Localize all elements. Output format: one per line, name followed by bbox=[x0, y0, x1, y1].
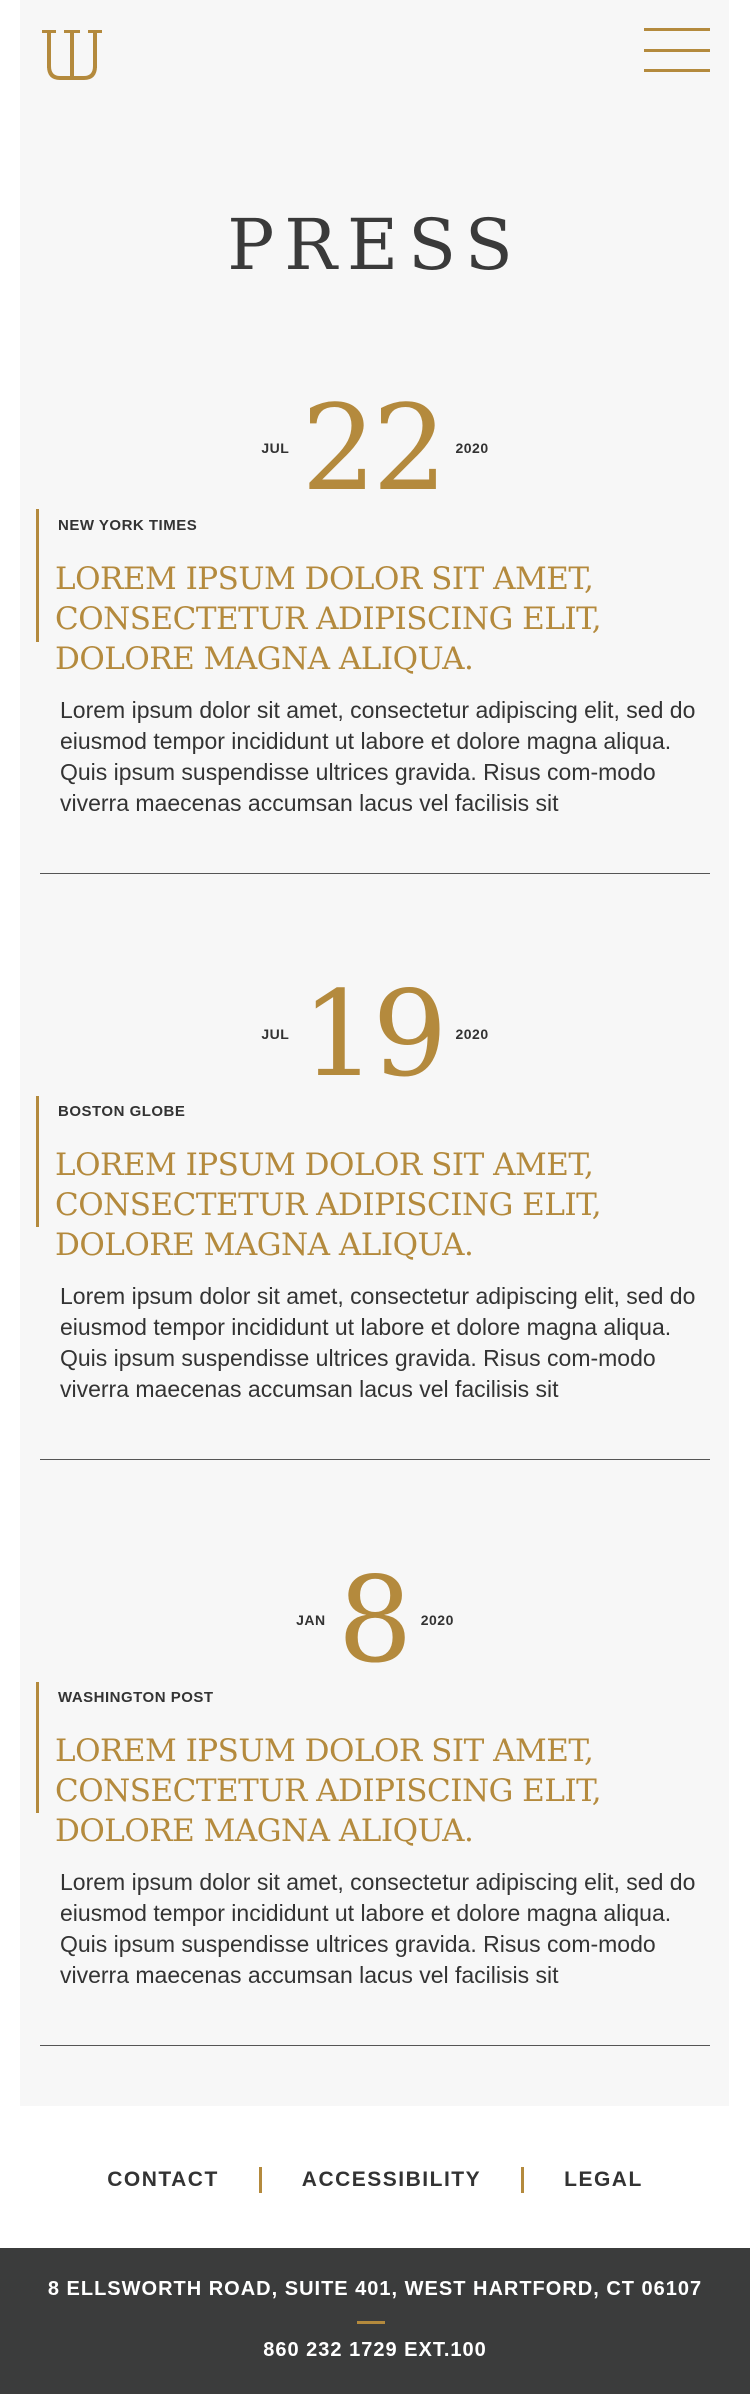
article-divider bbox=[40, 1459, 710, 1460]
footer-link-contact[interactable]: CONTACT bbox=[107, 2168, 219, 2191]
menu-bar-bottom bbox=[644, 69, 710, 72]
accent-bar bbox=[36, 1682, 39, 1813]
date-month: JUL bbox=[261, 440, 290, 456]
article-headline[interactable]: LOREM IPSUM DOLOR SIT AMET, CONSECTETUR ADIPISCING ELIT, DOLORE MAGNA ALIQUA. bbox=[55, 1733, 602, 1849]
article-date bbox=[0, 965, 750, 1103]
menu-bar-top bbox=[644, 28, 710, 31]
article-headline[interactable]: LOREM IPSUM DOLOR SIT AMET, CONSECTETUR ADIPISCING ELIT, DOLORE MAGNA ALIQUA. bbox=[55, 1147, 602, 1263]
article-headline[interactable]: LOREM IPSUM DOLOR SIT AMET, CONSECTETUR ADIPISCING ELIT, DOLORE MAGNA ALIQUA. bbox=[55, 561, 602, 677]
date-month: JAN bbox=[296, 1612, 326, 1628]
date-day: 19 bbox=[301, 965, 444, 1103]
accent-bar bbox=[36, 509, 39, 642]
nav-separator bbox=[521, 2167, 524, 2193]
monogram-logo-icon[interactable] bbox=[40, 28, 104, 82]
article-divider bbox=[40, 873, 710, 874]
address-accent-line bbox=[357, 2321, 385, 2324]
article-divider bbox=[40, 2045, 710, 2046]
address-bar bbox=[0, 2248, 750, 2394]
office-address: 8 ELLSWORTH ROAD, SUITE 401, WEST HARTFORD, CT 06107 bbox=[47, 2278, 703, 2300]
footer-nav bbox=[0, 2160, 750, 2200]
menu-bar-middle bbox=[644, 49, 710, 52]
article-source: WASHINGTON POST bbox=[58, 1689, 214, 1706]
article-source: NEW YORK TIMES bbox=[58, 517, 198, 534]
date-day: 8 bbox=[337, 1551, 409, 1689]
date-year: 2020 bbox=[420, 1612, 454, 1628]
date-year: 2020 bbox=[455, 1026, 489, 1042]
accent-bar bbox=[36, 1096, 39, 1227]
footer-link-legal[interactable]: LEGAL bbox=[564, 2168, 643, 2191]
hamburger-menu-button[interactable] bbox=[644, 28, 710, 72]
article-body: Lorem ipsum dolor sit amet, consectetur adipiscing elit, sed do eiusmod tempor incididunt ut labore et dolore magna aliqua. Quis ipsum suspendisse ultrices gravida. Risus com-modo viverra maecenas accumsan lacus vel facilisis sit bbox=[60, 1283, 696, 1402]
article-body: Lorem ipsum dolor sit amet, consectetur adipiscing elit, sed do eiusmod tempor incididunt ut labore et dolore magna aliqua. Quis ipsum suspendisse ultrices gravida. Risus com-modo viverra maecenas accumsan lacus vel facilisis sit bbox=[60, 697, 696, 816]
date-month: JUL bbox=[261, 1026, 290, 1042]
page-title: PRESS bbox=[227, 204, 523, 286]
article-source: BOSTON GLOBE bbox=[58, 1103, 186, 1120]
article-date bbox=[0, 379, 750, 517]
article-body: Lorem ipsum dolor sit amet, consectetur adipiscing elit, sed do eiusmod tempor incididunt ut labore et dolore magna aliqua. Quis ipsum suspendisse ultrices gravida. Risus com-modo viverra maecenas accumsan lacus vel facilisis sit bbox=[60, 1869, 696, 1988]
date-day: 22 bbox=[301, 379, 444, 517]
article-date bbox=[0, 1551, 750, 1689]
nav-separator bbox=[259, 2167, 262, 2193]
footer-link-accessibility[interactable]: ACCESSIBILITY bbox=[301, 2168, 482, 2191]
phone-link[interactable]: 860 232 1729 EXT.100 bbox=[263, 2339, 487, 2361]
date-year: 2020 bbox=[455, 440, 489, 456]
